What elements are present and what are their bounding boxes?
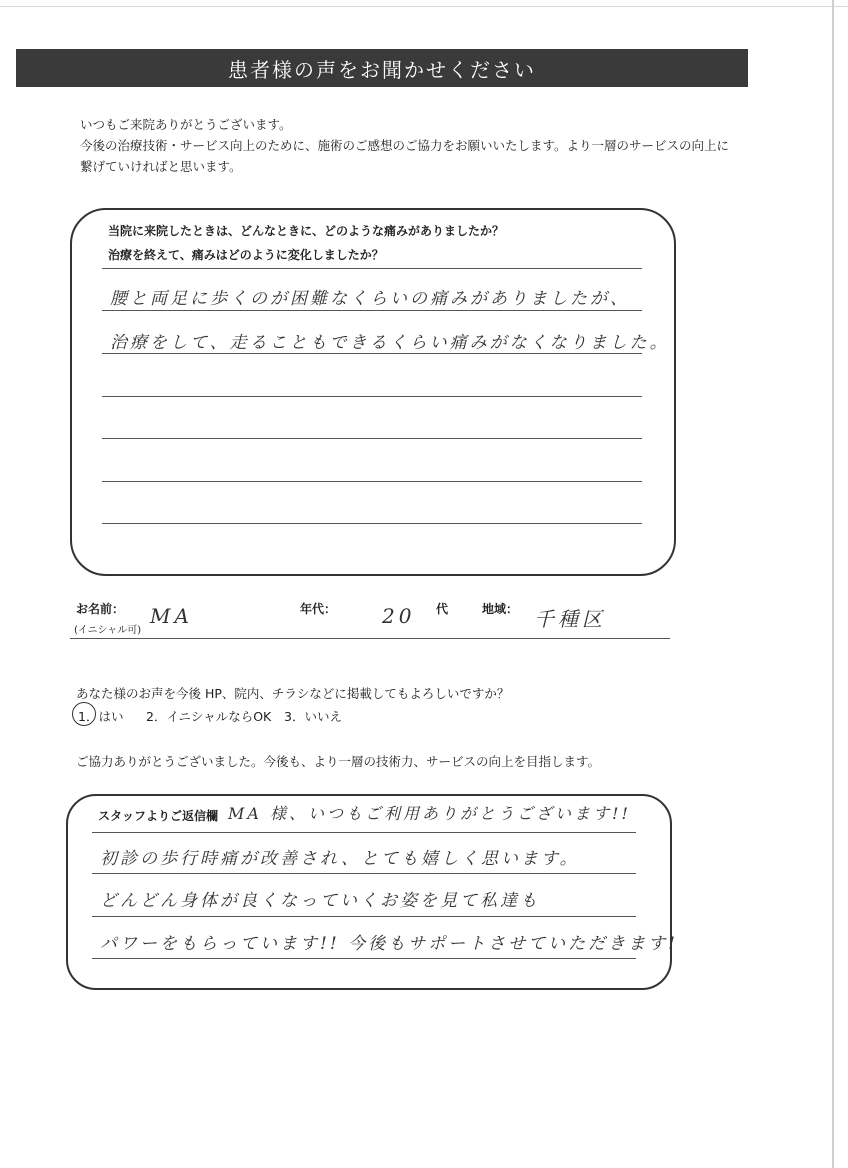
staff-line-3: どんどん身体が良くなっていくお姿を見て私達も: [100, 891, 540, 911]
age-suffix: 代: [436, 602, 449, 616]
consent-question: あなた様のお声を今後 HP、院内、チラシなどに掲載してもよろしいですか？: [76, 686, 510, 701]
staff-label: スタッフよりご返信欄: [98, 809, 219, 823]
answer-rule: [102, 523, 642, 524]
staff-line-2: 初診の歩行時痛が改善され、とても嬉しく思います。: [100, 849, 580, 869]
page-title: 患者様の声をお聞かせください: [16, 49, 748, 87]
age-label: 年代：: [300, 602, 337, 616]
thanks-text: ご協力ありがとうございました。今後も、より一層の技術力、サービスの向上を目指します。: [76, 754, 601, 769]
staff-line-4: パワーをもらっています!! 今後もサポートさせていただきます!: [100, 934, 678, 954]
fields-underline: [70, 638, 670, 639]
answer-rule: [102, 396, 642, 397]
consent-option-3[interactable]: 3．いいえ: [284, 709, 342, 724]
answer-rule: [102, 268, 642, 269]
consent-option-2[interactable]: 2．イニシャルならOK: [146, 709, 272, 724]
page-top-edge: [0, 6, 848, 7]
page-right-edge: [832, 0, 834, 1168]
question-box: [70, 208, 676, 576]
staff-rule: [92, 873, 636, 874]
name-value: MA: [150, 604, 193, 628]
region-value: 千種区: [534, 607, 606, 631]
answer-line-1: 腰と両足に歩くのが困難なくらいの痛みがありましたが、: [110, 289, 630, 309]
answer-rule: [102, 310, 642, 311]
name-sublabel: (イニシャル可): [74, 625, 142, 636]
intro-text: [80, 114, 730, 177]
answer-line-2: 治療をして、走ることもできるくらい痛みがなくなりました。: [110, 333, 670, 353]
staff-rule: [92, 958, 636, 959]
intro-line-1: いつもご来院ありがとうございます。: [80, 117, 292, 132]
staff-reply-box: [66, 794, 678, 990]
staff-rule: [92, 916, 636, 917]
answer-rule: [102, 353, 642, 354]
consent-option-1[interactable]: 1．はい: [78, 709, 124, 724]
question-2: 治療を終えて、痛みはどのように変化しましたか？: [108, 248, 384, 262]
answer-rule: [102, 481, 642, 482]
answer-rule: [102, 438, 642, 439]
intro-line-3: 繋げていければと思います。: [80, 159, 242, 174]
question-1: 当院に来院したときは、どんなときに、どのような痛みがありましたか？: [108, 224, 505, 238]
age-value: 20: [382, 604, 416, 628]
staff-rule: [92, 832, 636, 833]
name-label: お名前：: [76, 602, 125, 616]
staff-line-1: MA 様、いつもご利用ありがとうございます!!: [228, 804, 631, 823]
region-label: 地域：: [482, 602, 519, 616]
intro-line-2: 今後の治療技術・サービス向上のために、施術のご感想のご協力をお願いいたします。より一層のサービスの向上に: [80, 138, 730, 153]
